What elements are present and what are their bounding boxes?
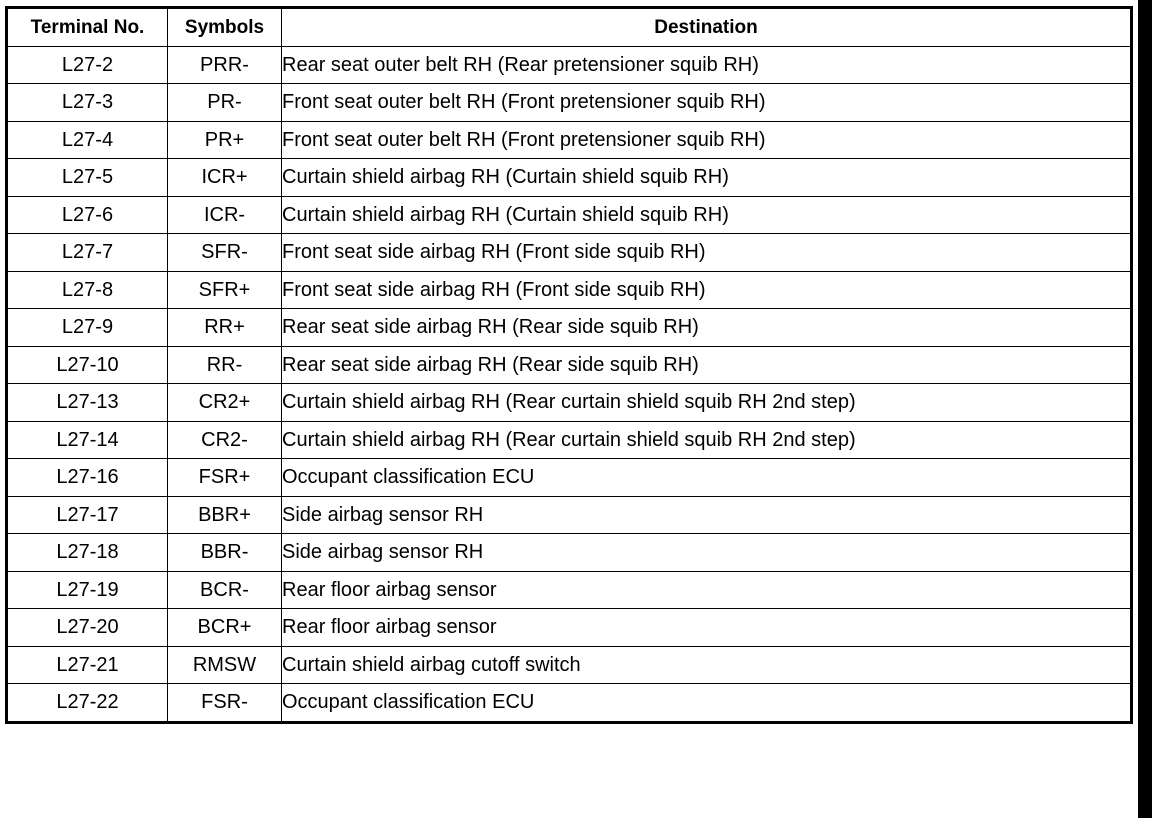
terminal-cell: L27-18 <box>7 534 168 572</box>
destination-cell: Rear floor airbag sensor <box>282 571 1132 609</box>
symbol-cell: RR+ <box>168 309 282 347</box>
table-row <box>7 496 1132 534</box>
symbol-cell: CR2+ <box>168 384 282 422</box>
table-row <box>7 421 1132 459</box>
destination-cell: Curtain shield airbag RH (Rear curtain shield squib RH 2nd step) <box>282 421 1132 459</box>
table-row <box>7 46 1132 84</box>
symbol-cell: PR- <box>168 84 282 122</box>
terminal-cell: L27-4 <box>7 121 168 159</box>
table-row <box>7 346 1132 384</box>
destination-cell: Occupant classification ECU <box>282 684 1132 723</box>
symbol-cell: FSR- <box>168 684 282 723</box>
table-row <box>7 534 1132 572</box>
destination-cell: Front seat outer belt RH (Front pretensioner squib RH) <box>282 121 1132 159</box>
right-edge-bar <box>1138 0 1152 818</box>
table-row <box>7 121 1132 159</box>
symbol-cell: RR- <box>168 346 282 384</box>
table-row <box>7 384 1132 422</box>
destination-cell: Rear floor airbag sensor <box>282 609 1132 647</box>
table-row <box>7 571 1132 609</box>
destination-cell: Side airbag sensor RH <box>282 496 1132 534</box>
symbol-cell: SFR- <box>168 234 282 272</box>
terminal-cell: L27-5 <box>7 159 168 197</box>
destination-cell: Curtain shield airbag RH (Curtain shield squib RH) <box>282 159 1132 197</box>
terminal-cell: L27-19 <box>7 571 168 609</box>
header-row <box>7 8 1132 47</box>
header-destination: Destination <box>282 8 1132 47</box>
terminal-cell: L27-20 <box>7 609 168 647</box>
symbol-cell: ICR+ <box>168 159 282 197</box>
table-row <box>7 646 1132 684</box>
table-row <box>7 309 1132 347</box>
terminal-cell: L27-14 <box>7 421 168 459</box>
symbol-cell: BBR+ <box>168 496 282 534</box>
table-row <box>7 271 1132 309</box>
destination-cell: Rear seat outer belt RH (Rear pretensioner squib RH) <box>282 46 1132 84</box>
table-row <box>7 234 1132 272</box>
terminal-cell: L27-6 <box>7 196 168 234</box>
terminal-cell: L27-7 <box>7 234 168 272</box>
terminal-cell: L27-10 <box>7 346 168 384</box>
terminal-cell: L27-9 <box>7 309 168 347</box>
destination-cell: Front seat side airbag RH (Front side squib RH) <box>282 234 1132 272</box>
destination-cell: Curtain shield airbag RH (Curtain shield squib RH) <box>282 196 1132 234</box>
table-header <box>7 8 1132 47</box>
table-row <box>7 684 1132 723</box>
destination-cell: Front seat side airbag RH (Front side squib RH) <box>282 271 1132 309</box>
table-row <box>7 84 1132 122</box>
symbol-cell: ICR- <box>168 196 282 234</box>
table-row <box>7 196 1132 234</box>
terminal-cell: L27-22 <box>7 684 168 723</box>
header-terminal-no: Terminal No. <box>7 8 168 47</box>
terminal-cell: L27-16 <box>7 459 168 497</box>
symbol-cell: PR+ <box>168 121 282 159</box>
terminal-cell: L27-21 <box>7 646 168 684</box>
terminal-table <box>5 6 1133 724</box>
symbol-cell: BCR+ <box>168 609 282 647</box>
symbol-cell: CR2- <box>168 421 282 459</box>
destination-cell: Rear seat side airbag RH (Rear side squib RH) <box>282 309 1132 347</box>
symbol-cell: RMSW <box>168 646 282 684</box>
terminal-cell: L27-2 <box>7 46 168 84</box>
destination-cell: Curtain shield airbag RH (Rear curtain shield squib RH 2nd step) <box>282 384 1132 422</box>
symbol-cell: BCR- <box>168 571 282 609</box>
terminal-cell: L27-13 <box>7 384 168 422</box>
destination-cell: Side airbag sensor RH <box>282 534 1132 572</box>
symbol-cell: SFR+ <box>168 271 282 309</box>
destination-cell: Curtain shield airbag cutoff switch <box>282 646 1132 684</box>
destination-cell: Front seat outer belt RH (Front pretensioner squib RH) <box>282 84 1132 122</box>
table-body <box>7 46 1132 722</box>
table-row <box>7 459 1132 497</box>
symbol-cell: PRR- <box>168 46 282 84</box>
destination-cell: Rear seat side airbag RH (Rear side squib RH) <box>282 346 1132 384</box>
terminal-cell: L27-3 <box>7 84 168 122</box>
table-row <box>7 159 1132 197</box>
header-symbols: Symbols <box>168 8 282 47</box>
terminal-cell: L27-8 <box>7 271 168 309</box>
terminal-cell: L27-17 <box>7 496 168 534</box>
symbol-cell: BBR- <box>168 534 282 572</box>
table-row <box>7 609 1132 647</box>
symbol-cell: FSR+ <box>168 459 282 497</box>
destination-cell: Occupant classification ECU <box>282 459 1132 497</box>
